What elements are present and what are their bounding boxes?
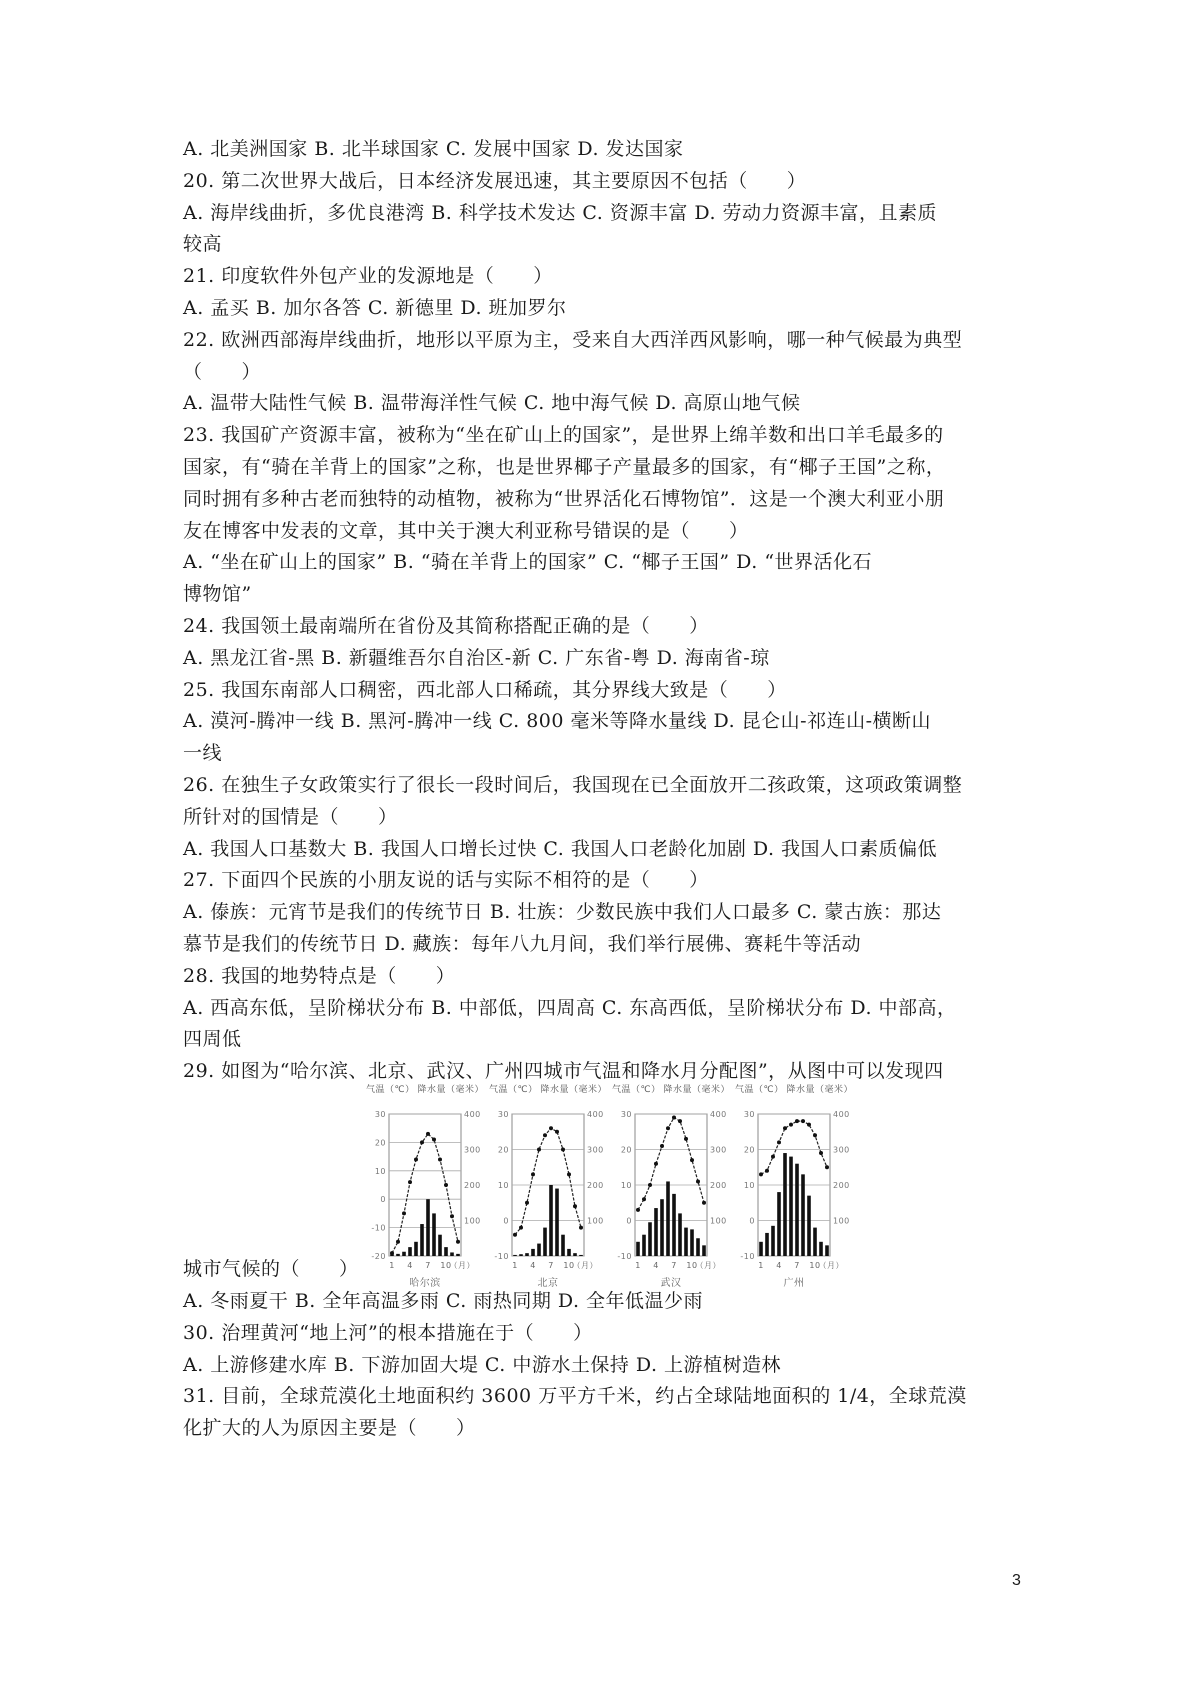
precipitation-bar [690,1229,694,1256]
month-tick-label: 7 [671,1260,677,1270]
precipitation-bar [444,1247,448,1256]
text-line: 27. 下面四个民族的小朋友说的话与实际不相符的是（ ） [183,869,709,892]
precip-tick-label: 300 [833,1145,850,1155]
month-tick-label: 1 [389,1260,395,1270]
temp-tick-label: 30 [374,1109,386,1119]
text-line: 23. 我国矿产资源丰富，被称为“坐在矿山上的国家”，是世界上绵羊数和出口羊毛最多的 [183,424,944,447]
precipitation-bar [549,1185,553,1256]
y-left-label: 气温（℃） [489,1084,538,1095]
temperature-point [777,1140,781,1144]
text-line: 30. 治理黄河“地上河”的根本措施在于（ ） [183,1321,593,1344]
temperature-point [801,1119,805,1123]
text-line: 友在博客中发表的文章，其中关于澳大利亚称号错误的是（ ） [183,519,749,542]
temperature-line [638,1117,704,1209]
precipitation-bar [795,1164,799,1256]
precipitation-bar [636,1242,640,1256]
temp-tick-label: 20 [743,1145,755,1155]
precip-tick-label: 200 [587,1180,604,1190]
page-number: 3 [1012,1572,1021,1589]
precipitation-bar [573,1253,577,1256]
text-line: 24. 我国领土最南端所在省份及其简称搭配正确的是（ ） [183,614,709,637]
x-axis-label: （月） [449,1260,475,1270]
climate-chart-svg [363,1080,487,1292]
text-line: A. 我国人口基数大 B. 我国人口增长过快 C. 我国人口老龄化加剧 D. 我国人口素质偏低 [183,837,938,860]
temperature-point [414,1157,418,1161]
precipitation-bar [765,1233,769,1256]
temperature-point [678,1119,682,1123]
text-line: 20. 第二次世界大战后，日本经济发展迅速，其主要原因不包括（ ） [183,169,807,192]
temperature-point [444,1183,448,1187]
temperature-point [825,1165,829,1169]
temp-tick-label: 20 [374,1138,386,1148]
text-line: 同时拥有多种古老而独特的动植物，被称为“世界活化石博物馆”．这是一个澳大利亚小朋 [183,487,945,510]
climate-chart [609,1080,733,1292]
temperature-point [759,1172,763,1176]
temperature-line [515,1128,581,1235]
text-line: A. 北美洲国家 B. 北半球国家 C. 发展中国家 D. 发达国家 [183,138,684,160]
month-tick-label: 4 [407,1260,413,1270]
precipitation-bar [567,1249,571,1256]
question-text-block-after [183,1286,1033,1445]
chart-caption-text: 城市气候的（ ） [183,1258,359,1281]
text-line: 29. 如图为“哈尔滨、北京、武汉、广州四城市气温和降水月分配图”，从图中可以发现四 [183,1060,944,1083]
precipitation-bar [819,1242,823,1256]
month-tick-label: 7 [794,1260,800,1270]
precipitation-bar [420,1224,424,1256]
temperature-point [807,1123,811,1127]
precipitation-bar [666,1181,670,1256]
text-line: A. “坐在矿山上的国家” B. “骑在羊背上的国家” C. “椰子王国” D. “世界活化石 [183,551,873,574]
precip-tick-label: 200 [710,1180,727,1190]
temperature-line [392,1134,458,1253]
temp-tick-label: 20 [620,1145,632,1155]
precipitation-bar [531,1249,535,1256]
precipitation-bar [648,1222,652,1256]
text-line: 26. 在独生子女政策实行了很长一段时间后，我国现在已全面放开二孩政策，这项政策调整 [183,773,963,796]
precip-tick-label: 300 [710,1145,727,1155]
month-tick-label: 7 [548,1260,554,1270]
temperature-point [456,1240,460,1244]
temperature-point [555,1130,559,1134]
precipitation-bar [525,1253,529,1256]
month-tick-label: 1 [635,1260,641,1270]
precipitation-bar [402,1252,406,1256]
temperature-point [819,1151,823,1155]
precip-tick-label: 100 [587,1216,604,1226]
text-line: A. 上游修建水库 B. 下游加固大堤 C. 中游水土保持 D. 上游植树造林 [183,1353,782,1376]
temperature-point [765,1169,769,1173]
temperature-point [636,1208,640,1212]
text-line: A. 黑龙江省-黑 B. 新疆维吾尔自治区-新 C. 广东省-粤 D. 海南省-琼 [183,646,770,669]
climate-chart-svg [732,1080,856,1292]
temperature-point [642,1197,646,1201]
precipitation-bar [450,1252,454,1256]
text-line: 28. 我国的地势特点是（ ） [183,964,456,987]
climate-charts [363,1080,853,1292]
temp-tick-label: 0 [503,1216,509,1226]
temp-tick-label: -20 [371,1251,386,1261]
temp-tick-label: 0 [749,1216,755,1226]
temperature-point [543,1133,547,1137]
temp-tick-label: 30 [620,1109,632,1119]
text-line: A. 海岸线曲折，多优良港湾 B. 科学技术发达 C. 资源丰富 D. 劳动力资源丰富，且素质 [183,201,938,224]
climate-chart-svg [609,1080,733,1292]
precipitation-bar [702,1245,706,1256]
precipitation-bar [783,1153,787,1256]
temperature-point [684,1137,688,1141]
text-line: 31. 目前，全球荒漠化土地面积约 3600 万平方千米，约占全球陆地面积的 1/4，全球荒漠 [183,1385,967,1408]
precipitation-bar [561,1235,565,1256]
month-tick-label: 1 [758,1260,764,1270]
temperature-point [432,1137,436,1141]
text-line: 25. 我国东南部人口稠密，西北部人口稀疏，其分界线大致是（ ） [183,678,787,701]
climate-chart-svg [486,1080,610,1292]
question-text-block [183,134,1033,1088]
precipitation-bar [759,1242,763,1256]
text-line: 一线 [183,742,223,765]
text-line: A. 温带大陆性气候 B. 温带海洋性气候 C. 地中海气候 D. 高原山地气候 [183,392,801,415]
temp-tick-label: 0 [380,1195,386,1205]
temperature-point [654,1162,658,1166]
precipitation-bar [696,1238,700,1256]
city-name-label: 北京 [537,1277,559,1289]
temperature-point [813,1133,817,1137]
precip-tick-label: 200 [464,1180,481,1190]
temperature-point [519,1226,523,1230]
document-page [183,134,1033,1445]
temperature-point [783,1126,787,1130]
precipitation-bar [456,1254,460,1256]
text-line: 博物馆” [183,583,252,606]
temperature-point [531,1172,535,1176]
precipitation-bar [660,1199,664,1256]
city-name-label: 哈尔滨 [409,1277,441,1289]
temperature-point [537,1147,541,1151]
precipitation-bar [555,1188,559,1255]
precip-tick-label: 300 [464,1145,481,1155]
y-right-label: 降水量（毫米） [540,1084,607,1095]
precipitation-bar [807,1196,811,1256]
temperature-point [525,1201,529,1205]
temp-tick-label: 10 [497,1180,509,1190]
precip-tick-label: 400 [587,1109,604,1119]
precipitation-bar [813,1228,817,1256]
climate-chart [486,1080,610,1292]
temp-tick-label: -10 [371,1223,386,1233]
precip-tick-label: 400 [464,1109,481,1119]
temperature-point [789,1123,793,1127]
precipitation-bar [408,1247,412,1256]
x-axis-label: （月） [572,1260,598,1270]
y-right-label: 降水量（毫米） [663,1084,730,1095]
temperature-point [579,1226,583,1230]
precipitation-bar [777,1192,781,1256]
text-line: A. 孟买 B. 加尔各答 C. 新德里 D. 班加罗尔 [183,296,567,319]
climate-charts-row [183,1084,1033,1289]
temperature-point [402,1211,406,1215]
temperature-point [690,1158,694,1162]
text-line: 较高 [183,233,223,256]
temperature-line [761,1121,827,1174]
temp-tick-label: 0 [626,1216,632,1226]
precipitation-bar [519,1254,523,1256]
precip-tick-label: 400 [710,1109,727,1119]
precipitation-bar [579,1255,583,1256]
temperature-point [660,1144,664,1148]
temperature-point [513,1233,517,1237]
precipitation-bar [771,1226,775,1256]
temp-tick-label: 30 [497,1109,509,1119]
temperature-point [438,1157,442,1161]
temperature-point [408,1180,412,1184]
temperature-point [648,1183,652,1187]
text-line: （ ） [183,360,262,383]
precip-tick-label: 300 [587,1145,604,1155]
city-name-label: 武汉 [660,1277,682,1289]
temp-tick-label: 10 [374,1166,386,1176]
precipitation-bar [801,1174,805,1256]
y-left-label: 气温（℃） [366,1084,415,1095]
temperature-point [426,1132,430,1136]
temp-tick-label: 20 [497,1145,509,1155]
x-axis-label: （月） [695,1260,721,1270]
precipitation-bar [537,1243,541,1255]
temperature-point [396,1240,400,1244]
precipitation-bar [672,1194,676,1256]
text-line: A. 漠河-腾冲一线 B. 黑河-腾冲一线 C. 800 毫米等降水量线 D. 昆仑山-祁连山-横断山 [183,710,932,733]
precip-tick-label: 400 [833,1109,850,1119]
temperature-point [702,1201,706,1205]
month-tick-label: 4 [653,1260,659,1270]
y-right-label: 降水量（毫米） [786,1084,853,1095]
temperature-point [666,1126,670,1130]
month-tick-label: 10 [563,1260,575,1270]
y-right-label: 降水量（毫米） [417,1084,484,1095]
precipitation-bar [543,1228,547,1256]
temperature-point [420,1140,424,1144]
precipitation-bar [513,1255,517,1256]
text-line: 国家，有“骑在羊背上的国家”之称，也是世界椰子产量最多的国家，有“椰子王国”之称， [183,455,946,478]
month-tick-label: 10 [440,1260,452,1270]
text-line: 所针对的国情是（ ） [183,805,398,828]
precipitation-bar [396,1254,400,1256]
y-left-label: 气温（℃） [735,1084,784,1095]
temp-tick-label: 10 [620,1180,632,1190]
month-tick-label: 4 [776,1260,782,1270]
precipitation-bar [789,1157,793,1256]
temperature-point [696,1179,700,1183]
text-line: A. 傣族：元宵节是我们的传统节日 B. 壮族：少数民族中我们人口最多 C. 蒙古族：那达 [183,901,942,924]
precip-tick-label: 100 [833,1216,850,1226]
temp-tick-label: 30 [743,1109,755,1119]
month-tick-label: 10 [809,1260,821,1270]
month-tick-label: 1 [512,1260,518,1270]
precipitation-bar [414,1242,418,1256]
month-tick-label: 4 [530,1260,536,1270]
precipitation-bar [642,1235,646,1256]
climate-chart [732,1080,856,1292]
temp-tick-label: -10 [740,1251,755,1261]
precip-tick-label: 100 [710,1216,727,1226]
y-left-label: 气温（℃） [612,1084,661,1095]
precipitation-bar [684,1228,688,1256]
temperature-point [549,1126,553,1130]
precipitation-bar [438,1235,442,1256]
precipitation-bar [825,1245,829,1256]
temp-tick-label: -10 [617,1251,632,1261]
text-line: 四周低 [183,1028,242,1051]
precipitation-bar [678,1213,682,1256]
precip-tick-label: 200 [833,1180,850,1190]
temperature-point [573,1204,577,1208]
precipitation-bar [654,1208,658,1256]
temp-tick-label: -10 [494,1251,509,1261]
text-line: 21. 印度软件外包产业的发源地是（ ） [183,265,553,288]
text-line: A. 西高东低，呈阶梯状分布 B. 中部低，四周高 C. 东高西低，呈阶梯状分布 D. 中部高， [183,996,957,1019]
city-name-label: 广州 [783,1277,805,1289]
temperature-point [450,1214,454,1218]
temperature-point [390,1251,394,1255]
month-tick-label: 10 [686,1260,698,1270]
precip-tick-label: 100 [464,1216,481,1226]
temperature-point [672,1115,676,1119]
text-line: 22. 欧洲西部海岸线曲折，地形以平原为主，受来自大西洋西风影响，哪一种气候最为典型 [183,328,963,351]
precipitation-bar [426,1199,430,1256]
temperature-point [567,1172,571,1176]
temperature-point [795,1119,799,1123]
text-line: A. 冬雨夏干 B. 全年高温多雨 C. 雨热同期 D. 全年低温少雨 [183,1289,704,1312]
month-tick-label: 7 [425,1260,431,1270]
temperature-point [771,1155,775,1159]
text-line: 慕节是我们的传统节日 D. 藏族：每年八九月间，我们举行展佛、赛耗牛等活动 [183,932,862,955]
temp-tick-label: 10 [743,1180,755,1190]
climate-chart [363,1080,487,1292]
text-line: 化扩大的人为原因主要是（ ） [183,1417,476,1440]
x-axis-label: （月） [818,1260,844,1270]
temperature-point [561,1147,565,1151]
precipitation-bar [432,1213,436,1256]
